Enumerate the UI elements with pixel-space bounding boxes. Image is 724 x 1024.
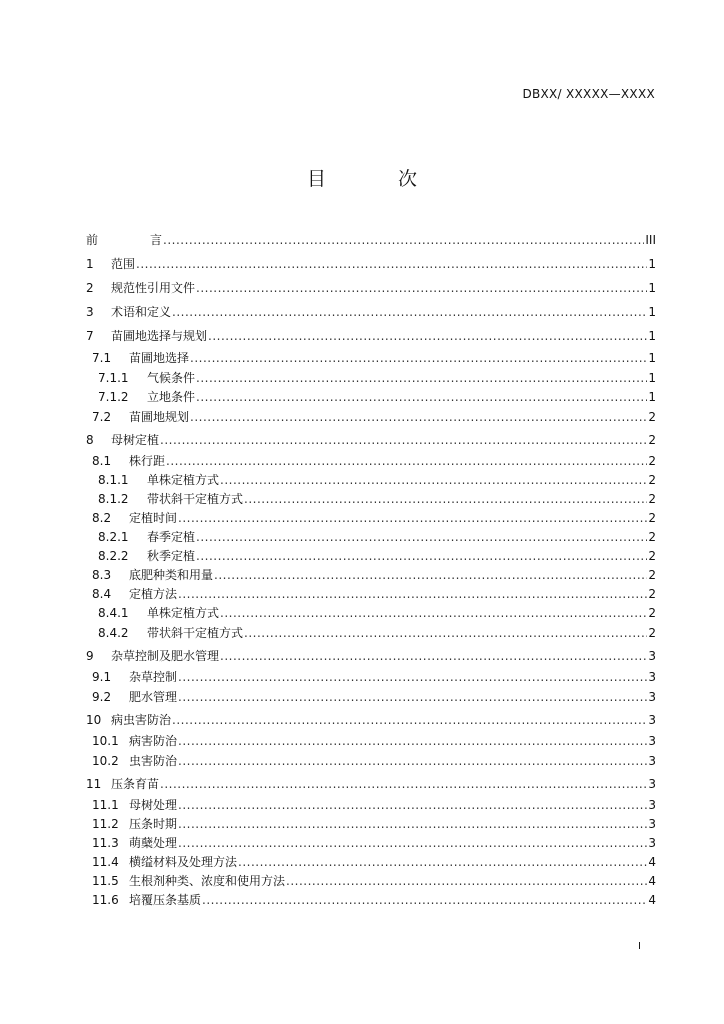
toc-entry-number: 11.2: [92, 817, 119, 831]
toc-leader-dots: [160, 428, 647, 452]
toc-entry-number: 8.4.1: [98, 606, 129, 620]
toc-entry-label: 压条育苗: [111, 777, 160, 791]
toc-leader-dots: [160, 772, 647, 796]
toc-entry-page: 2: [648, 511, 656, 525]
toc-entry-label: 病虫害防治: [111, 713, 172, 727]
toc-entry[interactable]: [86, 388, 656, 407]
toc-entry-page: 1: [648, 305, 656, 319]
toc-leader-dots: [178, 668, 647, 687]
toc-entry-page: 2: [648, 568, 656, 582]
toc-entry[interactable]: [86, 300, 656, 324]
toc-entry-page: 1: [648, 281, 656, 295]
toc-entry-label: 立地条件: [147, 390, 196, 404]
toc-leader-dots: [178, 796, 647, 815]
toc-entry-label: 杂草控制: [129, 670, 178, 684]
toc-entry-number: 8.4.2: [98, 626, 129, 640]
toc-leader-dots: [220, 604, 647, 623]
toc-entry[interactable]: [86, 604, 656, 623]
toc-entry-page: 3: [648, 690, 656, 704]
toc-leader-dots: [196, 528, 647, 547]
toc-entry-page: 2: [648, 473, 656, 487]
toc-leader-dots: [136, 252, 647, 276]
toc-entry-page: 2: [648, 587, 656, 601]
toc-leader-dots: [202, 891, 647, 910]
toc-leader-dots: [190, 348, 647, 369]
toc-leader-dots: [178, 509, 647, 528]
toc-entry[interactable]: [86, 623, 656, 644]
toc-entry-number: 10.2: [92, 754, 119, 768]
toc-entry[interactable]: [86, 490, 656, 509]
toc-entry-number: 9.1: [92, 670, 112, 684]
toc-entry[interactable]: [86, 891, 656, 910]
toc-entry-label: 虫害防治: [129, 754, 178, 768]
toc-entry-label: 肥水管理: [129, 690, 178, 704]
toc-entry-number: 8.2: [92, 511, 112, 525]
toc-entry-label: 压条时期: [129, 817, 178, 831]
toc-entry-number: 8: [86, 433, 94, 447]
toc-entry-number: 11.5: [92, 874, 119, 888]
toc-entry-number: 11: [86, 777, 102, 791]
toc-entry-number: 7.1: [92, 351, 112, 365]
toc-entry-label: 株行距: [129, 454, 166, 468]
toc-entry-page: 2: [648, 606, 656, 620]
toc-entry[interactable]: [86, 585, 656, 604]
toc-entry-label: 规范性引用文件: [111, 281, 196, 295]
toc-entry-number: 11.6: [92, 893, 119, 907]
toc-entry-page: 3: [648, 670, 656, 684]
toc-entry-label: 春季定植: [147, 530, 196, 544]
toc-entry[interactable]: [86, 668, 656, 687]
toc-entry-label: 培覆压条基质: [129, 893, 202, 907]
toc-entry-number: 3: [86, 305, 94, 319]
toc-entry-page: 2: [648, 433, 656, 447]
toc-leader-dots: [190, 407, 647, 428]
toc-entry[interactable]: [86, 644, 656, 668]
toc-entry-label: 定植方法: [129, 587, 178, 601]
toc-entry-page: 3: [648, 817, 656, 831]
toc-title-char-1: 目: [306, 168, 326, 190]
toc-leader-dots: [178, 687, 647, 708]
toc-entry-label: 底肥种类和用量: [129, 568, 214, 582]
toc-entry[interactable]: [86, 407, 656, 428]
toc-entry-page: 3: [648, 798, 656, 812]
toc-entry[interactable]: [86, 252, 656, 276]
toc-entry-number: 9.2: [92, 690, 112, 704]
toc-entry-number: 11.4: [92, 855, 119, 869]
toc-entry-number: 8.2.1: [98, 530, 129, 544]
toc-entry-number: 10.1: [92, 734, 119, 748]
toc-entry-page: 3: [648, 754, 656, 768]
toc-entry-page: 3: [648, 836, 656, 850]
toc-entry-page: 2: [648, 549, 656, 563]
toc-entry-label: 苗圃地选择: [129, 351, 190, 365]
toc-entry-number: 2: [86, 281, 94, 295]
toc-entry[interactable]: [86, 348, 656, 369]
toc-entry[interactable]: [86, 528, 656, 547]
toc-entry-label: 范围: [111, 257, 136, 271]
toc-entry-page: 3: [648, 713, 656, 727]
toc-entry-number: 8.1.2: [98, 492, 129, 506]
toc-entry-label: 单株定植方式: [147, 473, 220, 487]
toc-entry[interactable]: [86, 471, 656, 490]
toc-entry-page: 3: [648, 649, 656, 663]
toc-entry-label: 单株定植方式: [147, 606, 220, 620]
toc-entry-number: 8.2.2: [98, 549, 129, 563]
toc-entry-label: 萌蘖处理: [129, 836, 178, 850]
toc-entry[interactable]: [86, 509, 656, 528]
toc-leader-dots: [178, 834, 647, 853]
toc-leader-dots: [220, 644, 647, 668]
toc-entry-number: 7.1.2: [98, 390, 129, 404]
toc-entry-number: 9: [86, 649, 94, 663]
toc-leader-dots: [172, 300, 647, 324]
toc-leader-dots: [238, 853, 647, 872]
toc-entry-number: 7: [86, 329, 94, 343]
toc-entry-number: 7.1.1: [98, 371, 129, 385]
toc-entry-page: 1: [648, 329, 656, 343]
toc-leader-dots: [178, 815, 647, 834]
toc-leader-dots: [244, 623, 647, 644]
toc-entry[interactable]: [86, 428, 656, 452]
toc-entry[interactable]: [86, 228, 656, 252]
toc-entry[interactable]: [86, 834, 656, 853]
toc-entry[interactable]: [86, 708, 656, 732]
toc-entry-label: 苗圃地规划: [129, 410, 190, 424]
toc-entry-page: 4: [648, 855, 656, 869]
toc-entry-number: 10: [86, 713, 102, 727]
toc-leader-dots: [196, 547, 647, 566]
toc-leader-dots: [208, 324, 647, 348]
toc-entry-label: 苗圃地选择与规划: [111, 329, 208, 343]
toc-leader-dots: [178, 732, 647, 751]
toc-leader-dots: [178, 751, 647, 772]
toc-leader-dots: [244, 490, 647, 509]
toc-leader-dots: [172, 708, 647, 732]
toc-entry[interactable]: [86, 547, 656, 566]
toc-entry-number: 11.1: [92, 798, 119, 812]
toc-entry-label: 生根剂种类、浓度和使用方法: [129, 874, 286, 888]
toc-entry-page: 1: [648, 371, 656, 385]
toc-entry-number: 8.1: [92, 454, 112, 468]
toc-title-char-2: 次: [398, 168, 418, 190]
table-of-contents: [86, 228, 656, 910]
toc-entry[interactable]: [86, 369, 656, 388]
toc-entry-page: 1: [648, 390, 656, 404]
toc-leader-dots: [166, 452, 647, 471]
toc-leader-dots: [214, 566, 647, 585]
toc-entry-number: 11.3: [92, 836, 119, 850]
toc-entry-page: 2: [648, 492, 656, 506]
toc-entry-label: 秋季定植: [147, 549, 196, 563]
toc-entry-label: 带状斜干定植方式: [147, 626, 244, 640]
toc-entry-page: III: [645, 233, 656, 247]
toc-entry[interactable]: [86, 732, 656, 751]
toc-entry-label: 气候条件: [147, 371, 196, 385]
toc-entry[interactable]: [86, 276, 656, 300]
toc-entry-page: 2: [648, 454, 656, 468]
toc-entry-number: 8.3: [92, 568, 112, 582]
toc-entry[interactable]: [86, 452, 656, 471]
toc-entry[interactable]: [86, 815, 656, 834]
toc-entry-number: 前: [86, 233, 99, 247]
toc-leader-dots: [196, 388, 647, 407]
toc-entry-label: 横缢材料及处理方法: [129, 855, 238, 869]
toc-entry-label: 病害防治: [129, 734, 178, 748]
toc-leader-dots: [196, 369, 647, 388]
toc-entry-page: 4: [648, 874, 656, 888]
toc-entry-page: 1: [648, 351, 656, 365]
toc-entry[interactable]: [86, 853, 656, 872]
toc-entry[interactable]: [86, 566, 656, 585]
toc-entry-number: 8.1.1: [98, 473, 129, 487]
toc-entry-label: 定植时间: [129, 511, 178, 525]
toc-leader-dots: [163, 228, 644, 252]
toc-entry-label: 带状斜干定植方式: [147, 492, 244, 506]
toc-leader-dots: [220, 471, 647, 490]
toc-entry-label: 言: [150, 233, 163, 247]
toc-entry-number: 1: [86, 257, 94, 271]
toc-entry[interactable]: [86, 687, 656, 708]
toc-leader-dots: [286, 872, 647, 891]
toc-entry-page: 2: [648, 530, 656, 544]
toc-entry-page: 4: [648, 893, 656, 907]
toc-entry[interactable]: [86, 872, 656, 891]
toc-entry-page: 1: [648, 257, 656, 271]
toc-entry[interactable]: [86, 324, 656, 348]
page-number: I: [638, 941, 641, 952]
toc-entry-number: 8.4: [92, 587, 112, 601]
toc-leader-dots: [196, 276, 647, 300]
document-code: DBXX/ XXXXX—XXXX: [522, 87, 655, 101]
toc-entry-label: 杂草控制及肥水管理: [111, 649, 220, 663]
toc-entry-label: 母树处理: [129, 798, 178, 812]
toc-entry[interactable]: [86, 772, 656, 796]
toc-entry-number: 7.2: [92, 410, 112, 424]
toc-entry-page: 2: [648, 626, 656, 640]
toc-title: [0, 164, 724, 191]
toc-entry-page: 2: [648, 410, 656, 424]
toc-entry[interactable]: [86, 751, 656, 772]
toc-entry-page: 3: [648, 734, 656, 748]
toc-entry[interactable]: [86, 796, 656, 815]
toc-entry-page: 3: [648, 777, 656, 791]
toc-leader-dots: [178, 585, 647, 604]
toc-entry-label: 术语和定义: [111, 305, 172, 319]
toc-entry-label: 母树定植: [111, 433, 160, 447]
